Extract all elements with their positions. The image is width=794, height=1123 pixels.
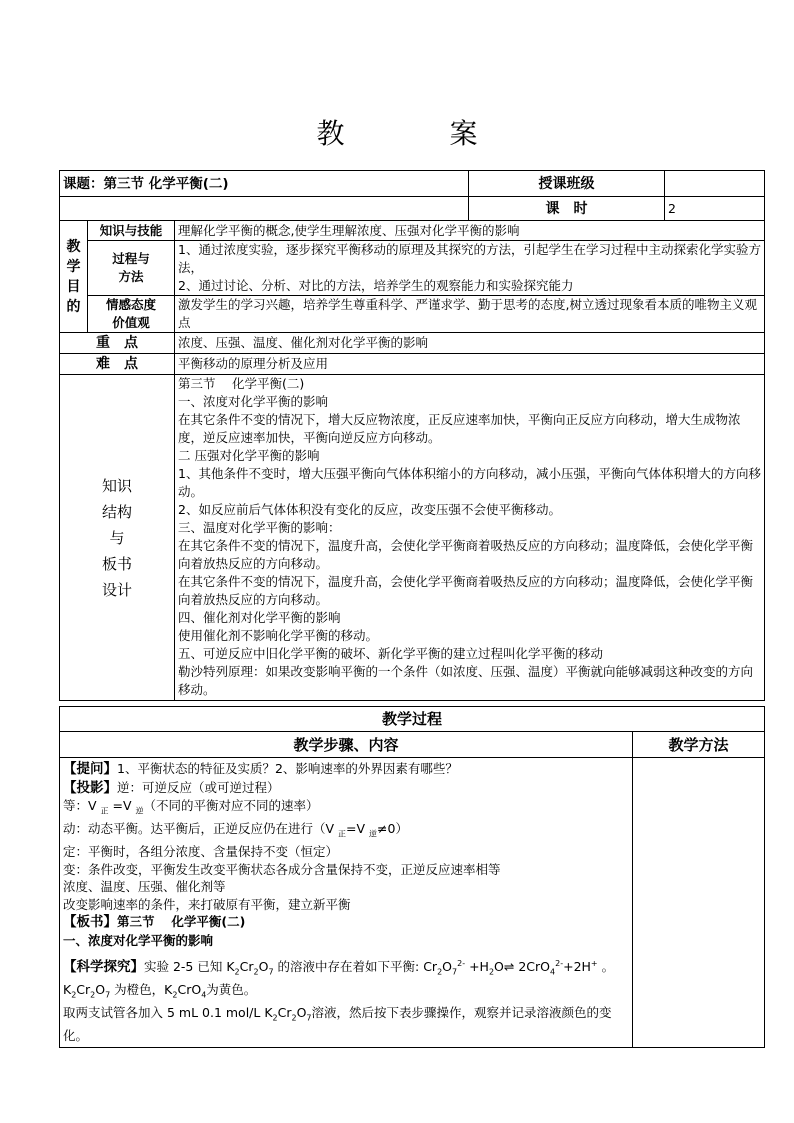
difficulty-label: 难 点 [60, 354, 175, 375]
board-line: 2、如反应前后气体体积没有变化的反应，改变压强不会使平衡移动。 [178, 502, 561, 517]
method-column-header: 教学方法 [633, 732, 765, 758]
lesson-topic: 课题：第三节 化学平衡(二) [60, 171, 469, 197]
objective-knowledge-label: 知识与技能 [88, 221, 175, 241]
factors-line: 浓度、温度、压强、催化剂等 [63, 879, 226, 894]
objective-attitude-content: 激发学生的学习兴趣，培养学生尊重科学、严谨求学、勤于思考的态度,树立透过现象看本质的唯物主义观点 [175, 296, 765, 333]
process-table [59, 706, 765, 1048]
objective-knowledge-content: 理解化学平衡的概念,使学生理解浓度、压强对化学平衡的影响 [175, 221, 765, 241]
board-line: 在其它条件不变的情况下，温度升高，会使化学平衡商着吸热反应的方向移动；温度降低，会使化学平衡向着放热反应的方向移动。 [178, 574, 754, 607]
break-line: 改变影响速率的条件，来打破原有平衡，建立新平衡 [63, 896, 351, 912]
change-line: 变：条件改变，平衡发生改变平衡状态各成分含量保持不变，正逆反应速率相等 [63, 861, 501, 877]
section-heading: 一、浓度对化学平衡的影响 [63, 932, 214, 948]
hours-label: 课 时 [469, 197, 665, 221]
process-title: 教学过程 [60, 707, 765, 732]
fixed-line: 定：平衡时，各组分浓度、含量保持不变（恒定） [63, 844, 339, 859]
board-line: 四、催化剂对化学平衡的影响 [178, 610, 341, 625]
key-point-label: 重 点 [60, 333, 175, 354]
hours-value: 2 [665, 197, 765, 221]
document-title: 教 案 [316, 117, 526, 150]
dynamic-line: 动：动态平衡。达平衡后，正逆反应仍在进行（V $_正$=V $_逆$≠0） [63, 821, 408, 839]
board-line: 三、温度对化学平衡的影响： [178, 520, 341, 535]
board-line: 勒沙特列原理：如果改变影响平衡的一个条件（如浓度、压强、温度）平衡就向能够减弱这种改变的方向移动。 [178, 664, 754, 697]
objective-process-content: 1、通过浓度实验，逐步探究平衡移动的原理及其探究的方法，引起学生在学习过程中主动探索化学实验方法， 2、通过讨论、分析、对比的方法，培养学生的观察能力和实验探究能力 [175, 241, 765, 296]
board-heading-line: 【板书】第三节 化学平衡(二) [63, 914, 246, 930]
objective-process-label: 过程与 方法 [88, 241, 175, 296]
equal-line: 等：V $_正$ =V $_逆$（不同的平衡对应不同的速率） [63, 798, 319, 816]
projection-line: 【投影】逆：可逆反应（或可逆过程） [63, 779, 280, 796]
key-point-content: 浓度、压强、温度、催化剂对化学平衡的影响 [175, 333, 765, 354]
difficulty-content: 平衡移动的原理分析及应用 [175, 354, 765, 375]
board-line: 第三节 化学平衡(二) [178, 376, 305, 391]
board-line: 在其它条件不变的情况下，温度升高，会使化学平衡商着吸热反应的方向移动；温度降低，会使化学平衡向着放热反应的方向移动。 [178, 538, 754, 571]
board-line: 1、其他条件不变时，增大压强平衡向气体体积缩小的方向移动，减小压强，平衡向气体体积增大的方向移动。 [178, 466, 761, 499]
board-line: 二 压强对化学平衡的影响 [178, 448, 320, 463]
class-label: 授课班级 [469, 171, 665, 197]
board-line: 五、可逆反应中旧化学平衡的破坏、新化学平衡的建立过程叫化学平衡的移动 [178, 646, 604, 661]
method-content [633, 758, 765, 1048]
objectives-label: 教 学 目 的 [60, 221, 88, 333]
board-line: 一、浓度对化学平衡的影响 [178, 394, 329, 409]
board-line: 在其它条件不变的情况下，增大反应物浓度，正反应速率加快，平衡向正反应方向移动，增大生成物浓度，逆反应速率加快，平衡向逆反应方向移动。 [178, 412, 741, 445]
steps-column-header: 教学步骤、内容 [60, 732, 633, 758]
objective-attitude-label: 情感态度 价值观 [88, 296, 175, 333]
board-design-content [175, 375, 765, 701]
board-design-label: 知识 结构 与 板书 设计 [60, 375, 175, 701]
steps-content [60, 758, 633, 1048]
experiment-line: 【科学探究】实验 2-5 已知 $K_2Cr_2O_7$ 的溶液中存在着如下平衡: $Cr_2O_7^{2-}$ $+H_2O\rightleftharpoons$ 2CrO$_4^{2-}$+2H+ 。$K_2Cr_2O_7$ 为橙色，$K_2CrO_4$为黄色。 [63, 959, 615, 1000]
board-line: 使用催化剂不影响化学平衡的移动。 [178, 628, 379, 643]
class-value [665, 171, 765, 197]
lesson-plan-table [59, 170, 765, 701]
procedure-line: 取两支试管各加入 5 mL 0.1 mol/L $K_2Cr_2O_7$溶液，然后按下表步骤操作，观察并记录溶液颜色的变化。 [63, 1005, 612, 1044]
question-line: 【提问】1、平衡状态的特征及实质？2、影响速率的外界因素有哪些？ [63, 761, 458, 777]
